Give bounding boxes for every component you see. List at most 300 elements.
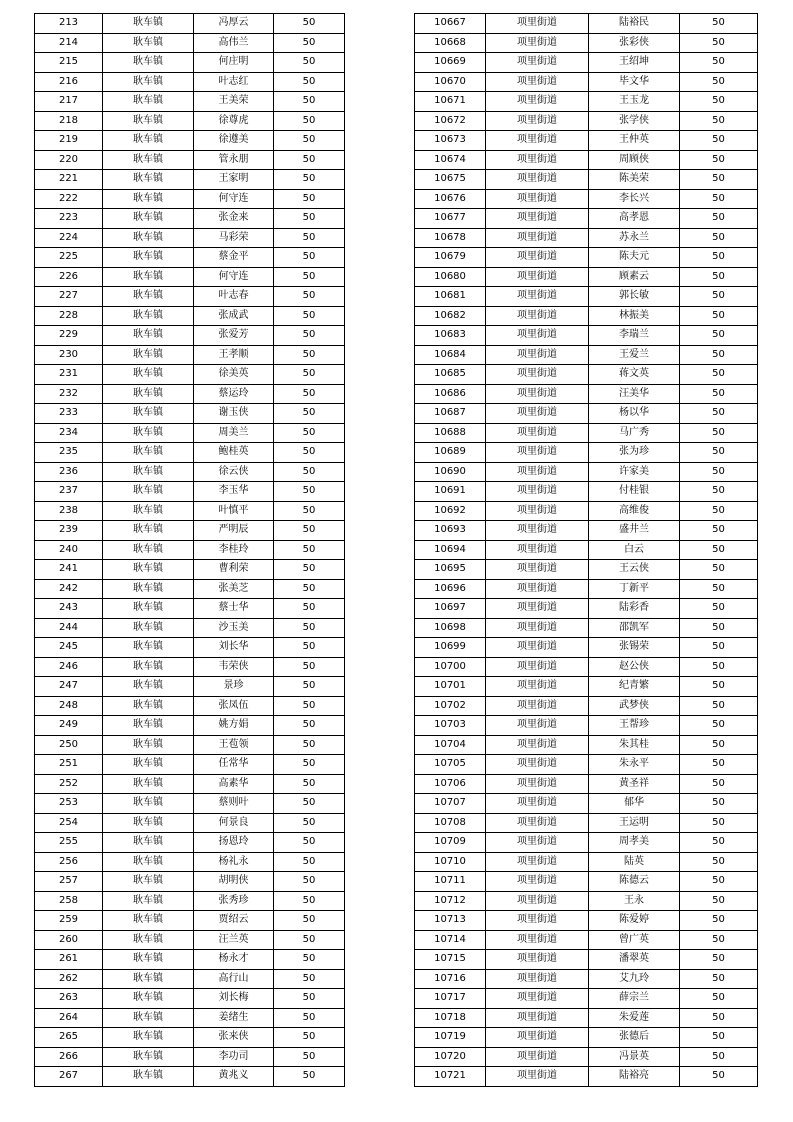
amount-cell: 50: [274, 228, 345, 248]
table-row: [35, 930, 345, 950]
township-cell: 耿车镇: [103, 326, 194, 346]
name-cell: 鲍桂英: [194, 443, 274, 463]
amount-cell: 50: [680, 228, 758, 248]
table-row: [35, 872, 345, 892]
township-cell: 耿车镇: [103, 306, 194, 326]
name-cell: 陆裕民: [589, 14, 680, 34]
amount-cell: 50: [680, 950, 758, 970]
name-cell: 张为珍: [589, 443, 680, 463]
right-roster-body: [415, 14, 758, 1087]
name-cell: 叶志红: [194, 72, 274, 92]
table-row: [415, 833, 758, 853]
table-row: [415, 33, 758, 53]
serial-number-cell: 10719: [415, 1028, 486, 1048]
name-cell: 陆彩香: [589, 599, 680, 619]
serial-number-cell: 243: [35, 599, 103, 619]
name-cell: 许家美: [589, 462, 680, 482]
township-cell: 耿车镇: [103, 53, 194, 73]
township-cell: 项里街道: [486, 443, 589, 463]
amount-cell: 50: [274, 950, 345, 970]
name-cell: 王绍坤: [589, 53, 680, 73]
table-row: [415, 677, 758, 697]
township-cell: 项里街道: [486, 657, 589, 677]
serial-number-cell: 10685: [415, 365, 486, 385]
serial-number-cell: 267: [35, 1067, 103, 1087]
name-cell: 林振美: [589, 306, 680, 326]
name-cell: 汪美华: [589, 384, 680, 404]
serial-number-cell: 257: [35, 872, 103, 892]
serial-number-cell: 224: [35, 228, 103, 248]
township-cell: 耿车镇: [103, 540, 194, 560]
table-row: [35, 794, 345, 814]
serial-number-cell: 10694: [415, 540, 486, 560]
table-row: [415, 248, 758, 268]
name-cell: 管永朋: [194, 150, 274, 170]
table-row: [415, 540, 758, 560]
amount-cell: 50: [274, 150, 345, 170]
name-cell: 刘长梅: [194, 989, 274, 1009]
table-row: [415, 969, 758, 989]
serial-number-cell: 10697: [415, 599, 486, 619]
table-row: [35, 989, 345, 1009]
name-cell: 白云: [589, 540, 680, 560]
table-row: [415, 228, 758, 248]
table-row: [35, 228, 345, 248]
table-row: [35, 404, 345, 424]
township-cell: 耿车镇: [103, 618, 194, 638]
township-cell: 耿车镇: [103, 501, 194, 521]
amount-cell: 50: [274, 1067, 345, 1087]
table-row: [415, 189, 758, 209]
serial-number-cell: 235: [35, 443, 103, 463]
amount-cell: 50: [274, 755, 345, 775]
name-cell: 徐美英: [194, 365, 274, 385]
serial-number-cell: 240: [35, 540, 103, 560]
table-row: [35, 423, 345, 443]
name-cell: 张金来: [194, 209, 274, 229]
table-row: [415, 755, 758, 775]
name-cell: 刘长华: [194, 638, 274, 658]
name-cell: 韦荣侠: [194, 657, 274, 677]
name-cell: 谢玉侠: [194, 404, 274, 424]
table-row: [35, 891, 345, 911]
name-cell: 曹利荣: [194, 560, 274, 580]
table-row: [35, 14, 345, 34]
serial-number-cell: 10686: [415, 384, 486, 404]
amount-cell: 50: [680, 969, 758, 989]
serial-number-cell: 264: [35, 1008, 103, 1028]
serial-number-cell: 223: [35, 209, 103, 229]
name-cell: 陆英: [589, 852, 680, 872]
amount-cell: 50: [274, 618, 345, 638]
amount-cell: 50: [680, 794, 758, 814]
amount-cell: 50: [680, 189, 758, 209]
table-row: [35, 443, 345, 463]
amount-cell: 50: [680, 384, 758, 404]
serial-number-cell: 221: [35, 170, 103, 190]
amount-cell: 50: [680, 33, 758, 53]
township-cell: 耿车镇: [103, 599, 194, 619]
township-cell: 耿车镇: [103, 716, 194, 736]
name-cell: 蔡运玲: [194, 384, 274, 404]
amount-cell: 50: [274, 267, 345, 287]
serial-number-cell: 10717: [415, 989, 486, 1009]
amount-cell: 50: [680, 131, 758, 151]
name-cell: 赵公侠: [589, 657, 680, 677]
table-row: [415, 794, 758, 814]
amount-cell: 50: [680, 852, 758, 872]
table-row: [35, 1028, 345, 1048]
table-row: [415, 14, 758, 34]
township-cell: 项里街道: [486, 423, 589, 443]
serial-number-cell: 10682: [415, 306, 486, 326]
amount-cell: 50: [274, 482, 345, 502]
serial-number-cell: 10670: [415, 72, 486, 92]
name-cell: 艾九玲: [589, 969, 680, 989]
name-cell: 王苞领: [194, 735, 274, 755]
table-row: [415, 92, 758, 112]
table-row: [35, 248, 345, 268]
amount-cell: 50: [274, 852, 345, 872]
amount-cell: 50: [680, 540, 758, 560]
right-roster-table: [414, 13, 758, 1087]
name-cell: 丁新平: [589, 579, 680, 599]
township-cell: 项里街道: [486, 560, 589, 580]
name-cell: 冯景英: [589, 1047, 680, 1067]
township-cell: 耿车镇: [103, 14, 194, 34]
amount-cell: 50: [680, 989, 758, 1009]
township-cell: 耿车镇: [103, 813, 194, 833]
table-row: [35, 131, 345, 151]
serial-number-cell: 10676: [415, 189, 486, 209]
table-row: [415, 170, 758, 190]
amount-cell: 50: [680, 911, 758, 931]
table-row: [415, 501, 758, 521]
township-cell: 耿车镇: [103, 189, 194, 209]
serial-number-cell: 253: [35, 794, 103, 814]
name-cell: 黄兆义: [194, 1067, 274, 1087]
township-cell: 耿车镇: [103, 989, 194, 1009]
name-cell: 王永: [589, 891, 680, 911]
table-row: [35, 540, 345, 560]
serial-number-cell: 10690: [415, 462, 486, 482]
township-cell: 项里街道: [486, 131, 589, 151]
table-row: [35, 170, 345, 190]
name-cell: 马彩荣: [194, 228, 274, 248]
name-cell: 纪青繁: [589, 677, 680, 697]
amount-cell: 50: [680, 306, 758, 326]
name-cell: 陈爱婷: [589, 911, 680, 931]
serial-number-cell: 10695: [415, 560, 486, 580]
serial-number-cell: 236: [35, 462, 103, 482]
table-row: [35, 638, 345, 658]
name-cell: 高孝恩: [589, 209, 680, 229]
name-cell: 朱爱莲: [589, 1008, 680, 1028]
serial-number-cell: 237: [35, 482, 103, 502]
township-cell: 项里街道: [486, 872, 589, 892]
serial-number-cell: 233: [35, 404, 103, 424]
amount-cell: 50: [680, 872, 758, 892]
township-cell: 耿车镇: [103, 404, 194, 424]
amount-cell: 50: [680, 14, 758, 34]
serial-number-cell: 10675: [415, 170, 486, 190]
name-cell: 何景良: [194, 813, 274, 833]
table-row: [35, 599, 345, 619]
name-cell: 李长兴: [589, 189, 680, 209]
serial-number-cell: 228: [35, 306, 103, 326]
name-cell: 李桂玲: [194, 540, 274, 560]
table-row: [35, 72, 345, 92]
serial-number-cell: 241: [35, 560, 103, 580]
table-row: [415, 345, 758, 365]
table-row: [35, 462, 345, 482]
name-cell: 叶志春: [194, 287, 274, 307]
table-row: [35, 150, 345, 170]
township-cell: 耿车镇: [103, 560, 194, 580]
amount-cell: 50: [274, 677, 345, 697]
township-cell: 耿车镇: [103, 462, 194, 482]
table-row: [415, 1028, 758, 1048]
serial-number-cell: 10671: [415, 92, 486, 112]
serial-number-cell: 261: [35, 950, 103, 970]
amount-cell: 50: [274, 287, 345, 307]
table-row: [35, 1067, 345, 1087]
serial-number-cell: 10674: [415, 150, 486, 170]
table-row: [415, 72, 758, 92]
serial-number-cell: 10709: [415, 833, 486, 853]
table-row: [35, 189, 345, 209]
amount-cell: 50: [274, 774, 345, 794]
township-cell: 耿车镇: [103, 774, 194, 794]
serial-number-cell: 10668: [415, 33, 486, 53]
amount-cell: 50: [274, 1047, 345, 1067]
name-cell: 郁华: [589, 794, 680, 814]
serial-number-cell: 256: [35, 852, 103, 872]
name-cell: 张彩侠: [589, 33, 680, 53]
township-cell: 项里街道: [486, 228, 589, 248]
table-row: [415, 365, 758, 385]
amount-cell: 50: [680, 735, 758, 755]
left-roster-body: [35, 14, 345, 1087]
table-row: [415, 267, 758, 287]
serial-number-cell: 10707: [415, 794, 486, 814]
serial-number-cell: 239: [35, 521, 103, 541]
table-row: [35, 33, 345, 53]
township-cell: 耿车镇: [103, 1028, 194, 1048]
amount-cell: 50: [274, 1028, 345, 1048]
serial-number-cell: 259: [35, 911, 103, 931]
name-cell: 王爱兰: [589, 345, 680, 365]
table-row: [35, 579, 345, 599]
township-cell: 耿车镇: [103, 579, 194, 599]
table-row: [415, 131, 758, 151]
serial-number-cell: 254: [35, 813, 103, 833]
name-cell: 陈德云: [589, 872, 680, 892]
township-cell: 耿车镇: [103, 657, 194, 677]
table-row: [35, 111, 345, 131]
table-row: [35, 92, 345, 112]
township-cell: 耿车镇: [103, 287, 194, 307]
amount-cell: 50: [680, 677, 758, 697]
name-cell: 张学侠: [589, 111, 680, 131]
serial-number-cell: 252: [35, 774, 103, 794]
amount-cell: 50: [680, 287, 758, 307]
table-row: [415, 209, 758, 229]
name-cell: 马广秀: [589, 423, 680, 443]
table-row: [415, 560, 758, 580]
name-cell: 姚方娟: [194, 716, 274, 736]
serial-number-cell: 10706: [415, 774, 486, 794]
township-cell: 项里街道: [486, 1008, 589, 1028]
township-cell: 耿车镇: [103, 131, 194, 151]
serial-number-cell: 10720: [415, 1047, 486, 1067]
serial-number-cell: 229: [35, 326, 103, 346]
name-cell: 何守连: [194, 189, 274, 209]
name-cell: 徐尊虎: [194, 111, 274, 131]
table-row: [35, 696, 345, 716]
amount-cell: 50: [680, 92, 758, 112]
name-cell: 任常华: [194, 755, 274, 775]
serial-number-cell: 218: [35, 111, 103, 131]
serial-number-cell: 10704: [415, 735, 486, 755]
serial-number-cell: 244: [35, 618, 103, 638]
serial-number-cell: 10678: [415, 228, 486, 248]
serial-number-cell: 214: [35, 33, 103, 53]
serial-number-cell: 215: [35, 53, 103, 73]
table-row: [35, 852, 345, 872]
township-cell: 耿车镇: [103, 384, 194, 404]
table-row: [415, 930, 758, 950]
table-row: [35, 306, 345, 326]
amount-cell: 50: [274, 833, 345, 853]
serial-number-cell: 245: [35, 638, 103, 658]
amount-cell: 50: [274, 189, 345, 209]
table-row: [35, 521, 345, 541]
name-cell: 李功司: [194, 1047, 274, 1067]
serial-number-cell: 238: [35, 501, 103, 521]
name-cell: 苏永兰: [589, 228, 680, 248]
amount-cell: 50: [274, 696, 345, 716]
amount-cell: 50: [680, 1028, 758, 1048]
amount-cell: 50: [274, 248, 345, 268]
serial-number-cell: 230: [35, 345, 103, 365]
table-row: [415, 950, 758, 970]
amount-cell: 50: [274, 540, 345, 560]
name-cell: 陈夫元: [589, 248, 680, 268]
amount-cell: 50: [680, 930, 758, 950]
serial-number-cell: 10703: [415, 716, 486, 736]
amount-cell: 50: [274, 657, 345, 677]
township-cell: 项里街道: [486, 618, 589, 638]
serial-number-cell: 10688: [415, 423, 486, 443]
serial-number-cell: 247: [35, 677, 103, 697]
township-cell: 项里街道: [486, 930, 589, 950]
amount-cell: 50: [274, 53, 345, 73]
name-cell: 陈美荣: [589, 170, 680, 190]
amount-cell: 50: [680, 657, 758, 677]
name-cell: 张德后: [589, 1028, 680, 1048]
township-cell: 项里街道: [486, 989, 589, 1009]
amount-cell: 50: [274, 911, 345, 931]
table-row: [415, 482, 758, 502]
serial-number-cell: 232: [35, 384, 103, 404]
township-cell: 项里街道: [486, 53, 589, 73]
table-row: [415, 287, 758, 307]
table-row: [415, 735, 758, 755]
amount-cell: 50: [274, 92, 345, 112]
amount-cell: 50: [274, 1008, 345, 1028]
amount-cell: 50: [274, 735, 345, 755]
table-row: [35, 950, 345, 970]
table-row: [35, 735, 345, 755]
name-cell: 潘翠英: [589, 950, 680, 970]
table-row: [415, 111, 758, 131]
amount-cell: 50: [680, 774, 758, 794]
township-cell: 项里街道: [486, 482, 589, 502]
township-cell: 耿车镇: [103, 833, 194, 853]
township-cell: 耿车镇: [103, 950, 194, 970]
name-cell: 杨永才: [194, 950, 274, 970]
table-row: [35, 657, 345, 677]
table-row: [415, 306, 758, 326]
township-cell: 耿车镇: [103, 1067, 194, 1087]
amount-cell: 50: [274, 306, 345, 326]
serial-number-cell: 249: [35, 716, 103, 736]
serial-number-cell: 266: [35, 1047, 103, 1067]
table-row: [35, 969, 345, 989]
serial-number-cell: 10713: [415, 911, 486, 931]
township-cell: 项里街道: [486, 579, 589, 599]
serial-number-cell: 10711: [415, 872, 486, 892]
name-cell: 蔡士华: [194, 599, 274, 619]
table-row: [415, 384, 758, 404]
table-row: [35, 560, 345, 580]
township-cell: 项里街道: [486, 462, 589, 482]
amount-cell: 50: [680, 696, 758, 716]
table-row: [415, 852, 758, 872]
name-cell: 朱永平: [589, 755, 680, 775]
table-row: [415, 1008, 758, 1028]
table-row: [415, 579, 758, 599]
table-row: [35, 677, 345, 697]
amount-cell: 50: [680, 833, 758, 853]
amount-cell: 50: [274, 72, 345, 92]
amount-cell: 50: [680, 111, 758, 131]
table-row: [35, 53, 345, 73]
name-cell: 李瑞兰: [589, 326, 680, 346]
township-cell: 耿车镇: [103, 33, 194, 53]
table-row: [415, 774, 758, 794]
name-cell: 武梦侠: [589, 696, 680, 716]
amount-cell: 50: [274, 443, 345, 463]
amount-cell: 50: [680, 72, 758, 92]
amount-cell: 50: [274, 599, 345, 619]
serial-number-cell: 263: [35, 989, 103, 1009]
township-cell: 项里街道: [486, 696, 589, 716]
name-cell: 王云侠: [589, 560, 680, 580]
name-cell: 王家明: [194, 170, 274, 190]
amount-cell: 50: [680, 326, 758, 346]
name-cell: 周顾侠: [589, 150, 680, 170]
name-cell: 高维俊: [589, 501, 680, 521]
township-cell: 耿车镇: [103, 345, 194, 365]
name-cell: 杨礼永: [194, 852, 274, 872]
amount-cell: 50: [680, 170, 758, 190]
amount-cell: 50: [274, 501, 345, 521]
name-cell: 张来侠: [194, 1028, 274, 1048]
amount-cell: 50: [680, 209, 758, 229]
name-cell: 付桂银: [589, 482, 680, 502]
